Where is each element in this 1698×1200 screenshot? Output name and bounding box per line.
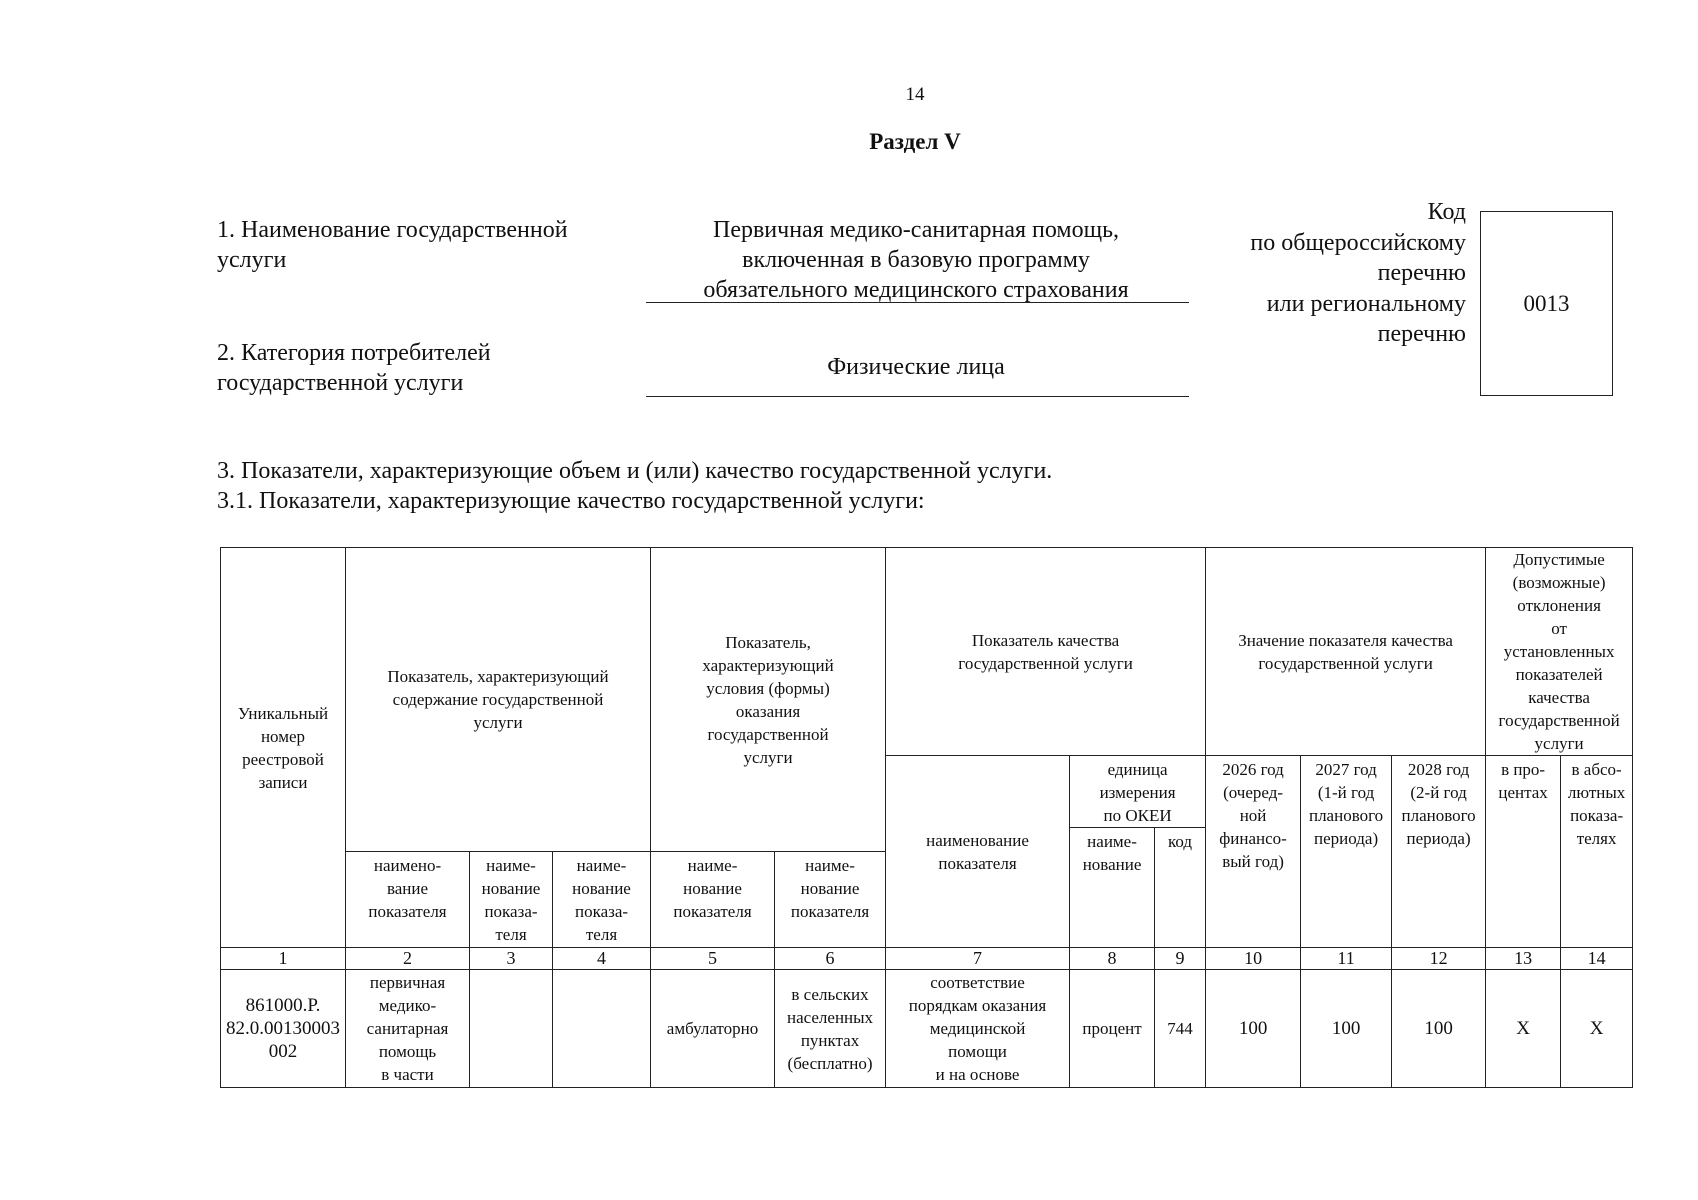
header-conditions-col-1: наиме- нование показателя: [651, 852, 775, 948]
code-box: 0013: [1480, 211, 1613, 396]
header-content-col-3: наиме- нование показа- теля: [553, 852, 651, 948]
header-indicator-name: наименование показателя: [886, 756, 1070, 948]
header-content-col-1: наимено- вание показателя: [346, 852, 470, 948]
header-conditions-group: Показатель, характеризующий условия (формы) оказания государственной услуги: [651, 548, 886, 852]
page-number: 14: [905, 84, 925, 105]
paragraph-3-1: 3.1. Показатели, характеризующие качество государственной услуги:: [217, 488, 925, 514]
column-number: 4: [553, 948, 651, 970]
header-okei-code: код: [1155, 828, 1206, 948]
section-title: Раздел V: [869, 129, 961, 154]
header-content-group: Показатель, характеризующий содержание государственной услуги: [346, 548, 651, 852]
quality-indicators-table: [220, 547, 1633, 1088]
header-conditions-col-2: наиме- нование показателя: [775, 852, 886, 948]
row-content-2: [470, 970, 553, 1088]
row-deviation-absolute: Х: [1561, 970, 1633, 1088]
column-number: 3: [470, 948, 553, 970]
column-number: 10: [1206, 948, 1301, 970]
column-number: 7: [886, 948, 1070, 970]
header-okei-unit: единица измерения по ОКЕИ: [1070, 756, 1206, 828]
paragraph-3: 3. Показатели, характеризующие объем и (или) качество государственной услуги.: [217, 458, 1053, 484]
service-name-underline: [646, 302, 1189, 303]
row-value-2027: 100: [1301, 970, 1392, 1088]
column-number: 2: [346, 948, 470, 970]
row-content-1: первичная медико- санитарная помощь в части: [346, 970, 470, 1088]
service-name-value: Первичная медико-санитарная помощь, включенная в базовую программу обязательного медицинского страхования: [703, 217, 1129, 303]
column-number: 11: [1301, 948, 1392, 970]
header-year-2027: 2027 год (1-й год планового периода): [1301, 756, 1392, 948]
column-number: 9: [1155, 948, 1206, 970]
column-number: 8: [1070, 948, 1155, 970]
consumers-label: 2. Категория потребителей государственной услуги: [217, 340, 491, 396]
row-condition-2: в сельских населенных пунктах (бесплатно): [775, 970, 886, 1088]
row-content-3: [553, 970, 651, 1088]
code-label: Код по общероссийскому перечню или региональному перечню: [1250, 199, 1466, 347]
row-value-2028: 100: [1392, 970, 1486, 1088]
header-row-1: [221, 548, 1633, 756]
row-unique-number: 861000.Р. 82.0.00130003 002: [221, 970, 346, 1088]
header-quality-group: Показатель качества государственной услуги: [886, 548, 1206, 756]
column-number: 12: [1392, 948, 1486, 970]
header-year-2028: 2028 год (2-й год планового периода): [1392, 756, 1486, 948]
header-okei-name: наиме- нование: [1070, 828, 1155, 948]
column-number: 5: [651, 948, 775, 970]
column-number: 14: [1561, 948, 1633, 970]
header-value-group: Значение показателя качества государственной услуги: [1206, 548, 1486, 756]
header-year-2026: 2026 год (очеред- ной финансо- вый год): [1206, 756, 1301, 948]
row-okei-name: процент: [1070, 970, 1155, 1088]
header-content-col-2: наиме- нование показа- теля: [470, 852, 553, 948]
row-condition-1: амбулаторно: [651, 970, 775, 1088]
header-deviation-group: Допустимые (возможные) отклонения от установленных показателей качества государственной услуги: [1486, 548, 1633, 756]
row-okei-code: 744: [1155, 970, 1206, 1088]
row-value-2026: 100: [1206, 970, 1301, 1088]
consumers-underline: [646, 396, 1189, 397]
consumers-value: Физические лица: [827, 354, 1005, 380]
column-number: 1: [221, 948, 346, 970]
row-indicator: соответствие порядкам оказания медицинской помощи и на основе: [886, 970, 1070, 1088]
header-in-absolute: в абсо- лютных показа- телях: [1561, 756, 1633, 948]
column-numbers-row: [221, 948, 1633, 970]
header-unique-number: Уникальный номер реестровой записи: [221, 548, 346, 948]
column-number: 13: [1486, 948, 1561, 970]
service-name-label: 1. Наименование государственной услуги: [217, 217, 568, 273]
table-row: [221, 970, 1633, 1088]
column-number: 6: [775, 948, 886, 970]
row-deviation-percent: Х: [1486, 970, 1561, 1088]
header-in-percent: в про- центах: [1486, 756, 1561, 948]
